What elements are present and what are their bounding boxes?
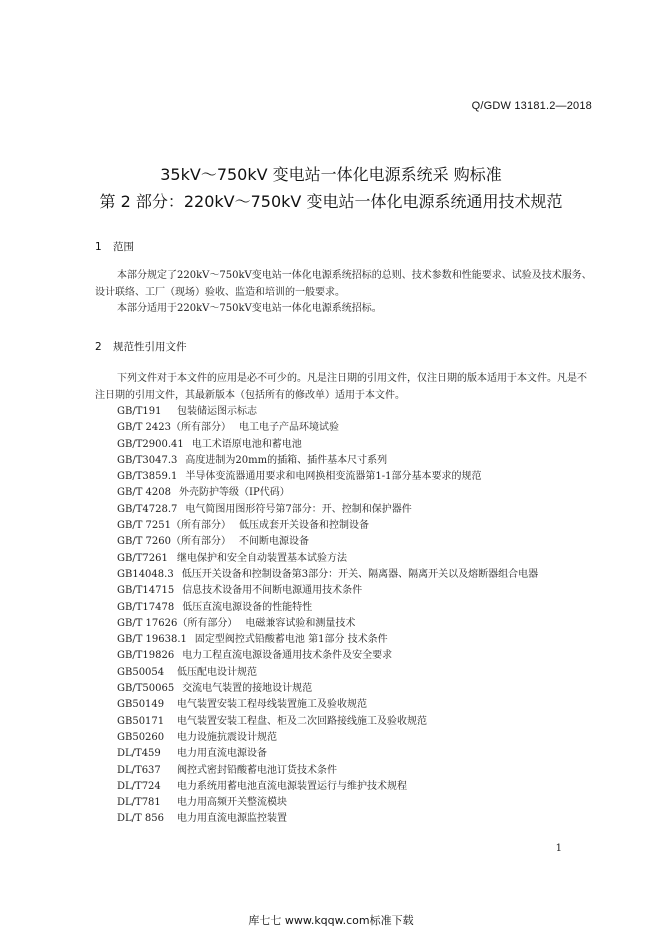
reference-title: 电气装置安装工程盘、柜及二次回路接线施工及验收规范	[177, 715, 427, 727]
section-number: 2	[95, 341, 102, 353]
reference-item	[117, 714, 538, 730]
reference-title: 电气装置安装工程母线装置施工及验收规范	[177, 699, 367, 711]
reference-item	[117, 469, 538, 485]
reference-item	[117, 437, 538, 453]
reference-title: 交流电气装置的接地设计规范	[182, 683, 313, 695]
reference-title: 高度进制为20mm的插箱、插件基本尺寸系列	[185, 454, 388, 466]
reference-item	[117, 811, 538, 827]
reference-item	[117, 616, 538, 632]
reference-item	[117, 567, 538, 583]
reference-code: GB/T19826	[117, 650, 175, 662]
section-1-heading	[95, 239, 134, 254]
reference-title: 电力用直流电源设备	[177, 748, 267, 760]
reference-title: 阀控式密封铅酸蓄电池订货技术条件	[177, 764, 337, 776]
reference-item	[117, 583, 538, 599]
reference-code: GB/T 4208	[117, 487, 172, 499]
reference-code: DL/T637	[117, 764, 161, 776]
reference-item	[117, 746, 538, 762]
reference-item	[117, 453, 538, 469]
reference-title: 包装储运图示标志	[177, 406, 257, 417]
reference-code: GB/T50065	[117, 683, 175, 695]
page-number: 1	[555, 843, 562, 854]
reference-code: DL/T781	[117, 797, 161, 809]
reference-code: GB50054	[117, 666, 165, 678]
paragraph: 本部分规定了220kV～750kV变电站一体化电源系统招标的总则、技术参数和性能要求、试验及技术服务、设计联络、工厂（现场）验收、监造和培训的一般要求。	[95, 270, 592, 298]
reference-title: 电力系统用蓄电池直流电源装置运行与维护技术规程	[177, 780, 407, 792]
reference-item	[117, 763, 538, 779]
reference-item	[117, 600, 538, 616]
reference-title: 电力工程直流电源设备通用技术条件及安全要求	[182, 650, 393, 662]
reference-title: 半导体变流器通用要求和电网换相变流器第1-1部分基本要求的规范	[185, 471, 482, 483]
reference-title: 低压开关设备和控制设备第3部分：开关、隔离器、隔离开关以及熔断器组合电器	[181, 568, 539, 580]
reference-code: DL/T459	[117, 748, 161, 760]
reference-item	[117, 779, 538, 795]
section-2-intro	[95, 371, 595, 404]
reference-item	[117, 632, 538, 648]
document-title-line-1: 35kV～750kV 变电站一体化电源系统采 购标准	[160, 165, 502, 184]
reference-title: 继电保护和安全自动装置基本试验方法	[177, 552, 347, 564]
reference-code: GB50260	[117, 731, 165, 743]
footer-watermark: 库七七 www.kqqw.com标准下载	[248, 914, 414, 927]
reference-item	[117, 697, 538, 713]
reference-code: GB/T3047.3	[117, 454, 178, 466]
reference-code: GB/T191	[117, 406, 162, 417]
reference-item	[117, 404, 538, 420]
reference-title: 电工电子产品环境试验	[239, 422, 340, 434]
reference-item	[117, 420, 538, 436]
reference-title: 低压成套开关设备和控制设备	[239, 520, 370, 532]
reference-item	[117, 518, 538, 534]
reference-title: 电工术语原电池和蓄电池	[191, 438, 302, 450]
reference-code: GB/T 19638.1	[117, 634, 187, 646]
reference-title: 电力用高频开关整流模块	[177, 797, 287, 809]
document-code: Q/GDW 13181.2—2018	[471, 100, 592, 112]
paragraph: 下列文件对于本文件的应用是必不可少的。凡是注日期的引用文件，仅注日期的版本适用于本文件。凡是不注日期的引用文件，其最新版本（包括所有的修改单）适用于本文件。	[95, 373, 587, 401]
reference-item	[117, 648, 538, 664]
reference-code: GB/T14715	[117, 585, 175, 597]
reference-item	[117, 485, 538, 501]
section-title: 范围	[113, 241, 134, 253]
reference-code: GB50149	[117, 699, 165, 711]
reference-item	[117, 681, 538, 697]
reference-code: GB/T 2423（所有部分）	[117, 422, 232, 434]
reference-code: DL/T724	[117, 780, 161, 792]
reference-title: 不间断电源设备	[239, 536, 310, 548]
section-1-body	[95, 268, 595, 318]
reference-code: GB/T17478	[117, 601, 175, 613]
reference-code: GB/T 7260（所有部分）	[117, 536, 232, 548]
reference-title: 外壳防护等级（IP代码）	[179, 487, 290, 499]
reference-code: GB/T3859.1	[117, 471, 178, 483]
section-number: 1	[95, 241, 102, 253]
paragraph: 本部分适用于220kV～750kV变电站一体化电源系统招标。	[117, 303, 382, 314]
reference-title: 电磁兼容试验和测量技术	[245, 617, 356, 629]
reference-item	[117, 730, 538, 746]
reference-title: 低压配电设计规范	[177, 666, 257, 678]
reference-item	[117, 795, 538, 811]
reference-item	[117, 534, 538, 550]
reference-code: GB/T7261	[117, 552, 168, 564]
reference-code: GB/T2900.41	[117, 438, 184, 450]
section-2-heading	[95, 339, 187, 354]
reference-code: GB50171	[117, 715, 165, 727]
reference-item	[117, 665, 538, 681]
reference-code: GB/T 17626（所有部分）	[117, 617, 238, 629]
reference-list	[117, 404, 538, 828]
reference-title: 电力用直流电源监控装置	[177, 813, 287, 825]
reference-title: 固定型阀控式铅酸蓄电池 第1部分 技术条件	[194, 634, 388, 646]
reference-code: GB/T 7251（所有部分）	[117, 520, 232, 532]
reference-code: DL/T 856	[117, 813, 164, 825]
reference-item	[117, 551, 538, 567]
reference-title: 电力设施抗震设计规范	[177, 731, 277, 743]
reference-code: GB/T4728.7	[117, 503, 178, 515]
document-title-line-2: 第 2 部分：220kV～750kV 变电站一体化电源系统通用技术规范	[99, 192, 563, 211]
reference-title: 信息技术设备用不间断电源通用技术条件	[182, 585, 363, 597]
section-title: 规范性引用文件	[113, 341, 187, 353]
reference-title: 低压直流电源设备的性能特性	[182, 601, 313, 613]
reference-code: GB14048.3	[117, 568, 174, 580]
reference-item	[117, 502, 538, 518]
reference-title: 电气简图用图形符号第7部分：开、控制和保护器件	[185, 503, 412, 515]
